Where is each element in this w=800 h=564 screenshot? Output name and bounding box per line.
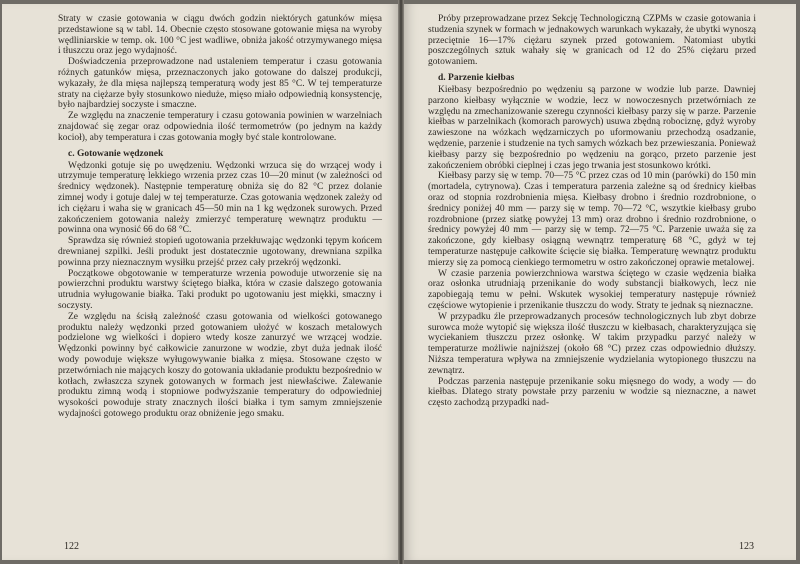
right-paragraph-3: Kiełbasy parzy się w temp. 70—75 °C przez czas od 10 min (parówki) do 150 min (mortadela, cytrynowa). Czas i temperatura parzenia zależne są od średnicy kiełbas oraz od stopnia rozdrobnienia mięsa. Kiełbasy drobno i średnio rozdrobnione, o średnicy poniżej 40 mm — parzy się w temp. 70—72 °C, wszytkie kiełbasy grubo rozdrobnione (przez siatkę powyżej 13 mm) oraz drobno i średnio rozdrobnione, o średnicy powyżej 40 mm — parzy się w temp. 72—75 °C. Parzenie uważa się za zakończone, gdy kiełbasy osiągną wewnątrz temperaturę 68 °C, gdyż w tej temperaturze następuje całkowite ścięcie się białka. Temperaturę wewnątrz produktu mierzy się za pomocą cienkiego termometru w ostro zakończonej oprawie metalowej.: [428, 171, 756, 268]
right-paragraph-6: Podczas parzenia następuje przenikanie soku mięsnego do wody, a wody — do kiełbas. Dlatego straty powstałe przy parzeniu w wodzie są nieznaczne, a nawet często zachodzą przypadki nad-: [428, 376, 756, 409]
left-paragraph-6: Początkowe obgotowanie w temperaturze wrzenia powoduje utworzenie się na powierzchni produktu warstwy ściętego białka, która w czasie dalszego gotowania utrudnia wyługowanie białka. Taki produkt po ugotowaniu jest miękki, smaczny i soczysty.: [58, 268, 382, 311]
left-paragraph-2: Doświadczenia przeprowadzone nad ustaleniem temperatur i czasu gotowania różnych gatunków mięsa, przeznaczonych jako gotowane do dalszej produkcji, wykazały, że dla mięsa najlepszą temperaturą wody jest 85 °C. W tej temperaturze straty na ciężarze były stosunkowo nieduże, mięso miało odpowiednią konsystencję, było najbardziej soczyste i smaczne.: [58, 57, 382, 111]
left-page-number: 122: [64, 541, 79, 552]
right-paragraph-4: W czasie parzenia powierzchniowa warstwa ściętego w czasie wędzenia białka oraz osłonka utrudniają przenikanie do wody substancji białkowych, lecz nie zapobiegają temu w pełni. Wskutek wysokiej temperatury następuje również częściowe wytopienie i przenikanie tłuszczu do wody. Straty te jednak są nieznaczne.: [428, 268, 756, 311]
left-section-heading: c. Gotowanie wędzonek: [68, 148, 164, 159]
left-paragraph-4: Wędzonki gotuje się po uwędzeniu. Wędzonki wrzuca się do wrzącej wody i utrzymuje temperaturę lekkiego wrzenia przez czas 10—20 minut (w zależności od średnicy wędzonek). Następnie temperaturę obniża się do 82 °C przez dolanie zimnej wody i gotuje dalej w tej temperaturze. Czas gotowania wędzonek zależy od ich ciężaru i waha się w granicach 45—50 min na 1 kg wędzonek surowych. Przed zakończeniem gotowania należy zmierzyć temperaturę wewnątrz produktu — powinna ona wynosić 66 do 68 °C.: [58, 160, 382, 236]
right-paragraph-5: W przypadku źle przeprowadzanych procesów technologicznych lub zbyt dobrze surowca może wytopić się większa ilość tłuszczu w kiełbasach, charakteryzująca się wyciekaniem tłuszczu przez osłonkę. W takim przypadku parzyć należy w temperaturze możliwie najniższej (około 68 °C) przez czas odpowiednio dłuższy. Niższa temperatura wpływa na zmniejszenie wydzielania wytopionego tłuszczu na zewnątrz.: [428, 311, 756, 376]
right-paragraph-2: Kiełbasy bezpośrednio po wędzeniu są parzone w wodzie lub parze. Dawniej parzono kiełbasy wyłącznie w wodzie, lecz w nowoczesnych przetwórniach ze względu na zmechanizowanie szeregu czynności kiełbasy parzy się w parze. Parzenie kiełbas w parzelnikach (komorach parowych) usuwa zbędną robociznę, gdyż wyroby zawieszone na wózkach wędzarniczych po uformowaniu przechodzą osadzanie, wędzenie, parzenie i studzenie na tych samych wózkach bez przewieszania. Ponieważ kiełbasy parzy się bezpośrednio po wędzeniu na gorąco, przeto parzenie jest zakończeniem obróbki cieplnej i czas jego trwania jest stosunkowo krótki.: [428, 84, 756, 171]
left-paragraph-1: Straty w czasie gotowania w ciągu dwóch godzin niektórych gatunków mięsa przedstawione są w tabl. 14. Obecnie często stosowane gotowanie mięsa na wyroby wędliniarskie w temp. ok. 100 °C jest wadliwe, obniża jakość otrzymywanego mięsa i tłuszczu oraz jego wydajność.: [58, 14, 382, 57]
left-paragraph-7: Ze względu na ścisłą zależność czasu gotowania od wielkości gotowanego produktu należy wędzonki przed gotowaniem ułożyć w koszach metalowych podzielone wg wielkości i dopiero wtedy kosze zanurzyć we wrzącej wodzie. Wędzonki powinny być całkowicie zanurzone w wodzie, zbyt duża jednak ilość wody powoduje większe wyługowywanie białka z mięsa. Stosowane często w przetwórniach nie mających koszy do gotowania układanie produktu bezpośrednio w kotłach, zwłaszcza szynek gotowanych w formach jest niewłaściwe. Zalewanie produktu zimną wodą i stopniowe podwyższanie temperatury do odpowiedniej wysokości powoduje straty znacznych ilości białka i tym samym zmniejszenie wydajności gotowego produktu oraz obniżenie jego smaku.: [58, 311, 382, 419]
left-page: [2, 4, 398, 560]
right-paragraph-1: Próby przeprowadzane przez Sekcję Technologiczną CZPMs w czasie gotowania i studzenia szynek w formach w jednakowych warunkach wykazały, że ubytki wynoszą przeciętnie 16—17% ciężaru szynek przed gotowaniem. Natomiast ubytki poszczególnych sztuk wahały się w granicach od 12 do 25% ciężaru przed gotowaniem.: [428, 14, 756, 68]
right-section-heading: d. Parzenie kiełbas: [438, 72, 515, 83]
right-page: [404, 4, 796, 560]
right-page-number: 123: [739, 541, 754, 552]
left-paragraph-5: Sprawdza się również stopień ugotowania przekłuwając wędzonki tępym końcem drewnianej szpilki. Jeśli produkt jest dostatecznie ugotowany, drewniana szpilka powinna przy nieznacznym wysiłku przejść przez cały przekrój wędzonki.: [58, 236, 382, 268]
left-paragraph-3: Ze względu na znaczenie temperatury i czasu gotowania powinien w warzelniach znajdować się zegar oraz odpowiednia ilość termometrów (po jednym na każdy kocioł), aby temperatura i czas gotowania mogły być stale kontrolowane.: [58, 111, 382, 143]
